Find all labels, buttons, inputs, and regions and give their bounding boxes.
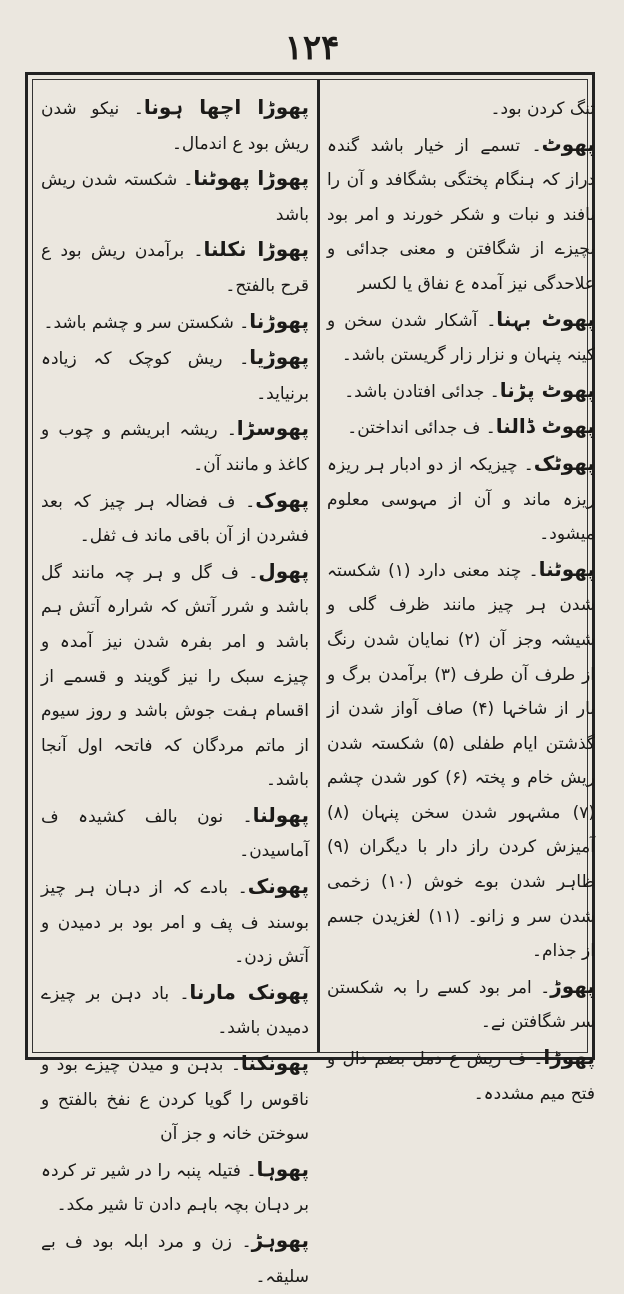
entry-definition: ۔ ف گل و ہر چہ مانند گل باشد و شرر آتش کہ شرارہ آتش ہم باشد و امر بفرہ شدن نیز آمدہ و چیزے سبک را نیز گویند و قسمے از اقسام ہفت جوش باشد و روز سیوم از ماتم مردگان کہ فاتحہ اول آنجا باشد۔ <box>41 562 309 791</box>
dictionary-entry <box>41 411 309 482</box>
entry-headword: پھول <box>258 558 309 583</box>
entry-definition: تنگ کردن بود۔ <box>490 99 595 119</box>
dictionary-entry <box>41 1152 309 1223</box>
dictionary-entry <box>327 373 595 410</box>
entry-definition: ۔ باد دہن بر چیزے دمیدن باشد۔ <box>41 983 309 1039</box>
dictionary-entry <box>41 869 309 975</box>
dictionary-entry <box>327 90 595 127</box>
entry-definition: ۔ چیزیکہ از دو ادبار ہر ریزہ ریزہ ماند و آن از مہوسی معلوم میشود۔ <box>327 454 595 545</box>
entry-definition: ۔ ف ریش ع دمل بضم دال و فتح میم مشددہ۔ <box>327 1049 595 1104</box>
page-number: ۱۲۴ <box>284 28 340 68</box>
entry-definition: ۔ نیکو شدن ریش بود ع اندمال۔ <box>41 99 309 154</box>
dictionary-entry <box>41 232 309 303</box>
dictionary-entry <box>41 483 309 554</box>
dictionary-entry <box>41 554 309 798</box>
entry-definition: ۔ زن و مرد ابلہ بود ف بے سلیقہ۔ <box>41 1232 309 1287</box>
column-divider <box>317 80 320 1052</box>
dictionary-entry <box>327 409 595 446</box>
entry-definition: ۔ تسمے از خیار باشد گندہ دراز کہ ہنگام پختگی بشگافد و آن را بافند و نبات و شکر خورند و امر بود بچیزے از شگافتن و معنی جدائی و علاحدگی نیز آمدہ ع نفاق یا لکسر <box>327 135 595 294</box>
entry-definition: ۔ ریش کوچک کہ زیادہ برنیاید۔ <box>41 349 309 404</box>
entry-headword: پھوڑیا <box>249 345 309 370</box>
entry-definition: ۔ برآمدن ریش بود ع قرح بالفتح۔ <box>41 241 309 296</box>
entry-definition: ۔ شکستہ شدن ریش باشد <box>41 170 309 225</box>
entry-headword: پھوڑ <box>550 973 595 998</box>
entry-headword: پھونک <box>247 874 309 899</box>
entry-headword: پھوہڑ <box>251 1228 309 1252</box>
entry-headword: پھوڑا پھوٹنا <box>193 166 309 191</box>
dictionary-entry <box>41 90 309 161</box>
dictionary-entry <box>41 798 309 869</box>
page-frame-inner <box>32 79 596 1287</box>
entry-headword: پھوٹ پڑنا <box>499 377 595 402</box>
entry-definition: ۔ فتیلہ پنبہ را در شیر تر کردہ بر دہان بچہ باہم دادن تا شیر مکد۔ <box>41 1160 309 1216</box>
dictionary-entry <box>327 1040 595 1111</box>
entry-definition: ۔ شکستن سر و چشم باشد۔ <box>43 312 250 333</box>
entry-definition: ۔ بادے کہ از دہان ہر چیز بوسند ف پف و امر بود بر دمیدن و آتش زدن۔ <box>41 878 309 968</box>
dictionary-entry <box>41 975 309 1046</box>
dictionary-entry <box>327 446 595 552</box>
entry-headword: پھوڑا <box>543 1045 595 1070</box>
entry-headword: پھوڑا نکلنا <box>203 237 309 262</box>
entry-headword: پھونکنا <box>240 1051 309 1076</box>
dictionary-entry <box>41 1223 309 1294</box>
dictionary-entry <box>41 1046 309 1152</box>
entry-headword: پھوٹ بہنا <box>496 306 595 331</box>
entry-definition: ۔ ف جدائی انداختن۔ <box>347 418 496 439</box>
entry-definition: ۔ ریشہ ابریشم و چوب و کاغذ و مانند آن۔ <box>41 420 309 475</box>
entry-definition: ۔ آشکار شدن سخن و کینہ پنہان و نزار زار گریستن باشد۔ <box>327 310 595 366</box>
entry-definition: ۔ بدہن و میدن چیزے بود و ناقوس را گویا کردن ع نفخ بالفتح و سوختن خانہ و جز آن <box>41 1055 309 1145</box>
dictionary-entry <box>41 304 309 341</box>
entry-headword: پھوسڑا <box>236 416 309 441</box>
page-frame <box>25 72 596 1287</box>
dictionary-entry <box>327 552 595 969</box>
entry-headword: پھوڑا اچھا ہونا <box>143 95 310 119</box>
dictionary-entry <box>327 127 595 302</box>
entry-definition: ۔ امر بود کسے را بہ شکستن سر شگافتن نے۔ <box>327 977 595 1033</box>
entry-headword: پھوڑنا <box>249 308 309 333</box>
entry-definition: ۔ نون بالف کشیدہ ف آماسیدن۔ <box>41 806 309 862</box>
entry-headword: پھوٹ <box>541 131 595 156</box>
entry-headword: پھوٹنا <box>538 556 595 581</box>
dictionary-entry <box>41 161 309 232</box>
entry-definition: ۔ چند معنی دارد (۱) شکستہ شدن ہر چیز مانند ظرف گلی و شیشہ وجز آن (۲) نمایان شدن رنگ از طرف آن طرف (۳) برآمدن برگ و بار از شاخہا (۴) صاف آواز شدن از گذشتن ایام طفلی (۵) شکستہ شدن ریش خام و پختہ (۶) کور شدن چشم (۷) مشہور شدن سخن پنہان (۸) آمیزش کردن راز دار با دیگران (۹) ظاہر شدن بوے خوش (۱۰) زخمی شدن سر و زانو۔ (۱۱) لغزیدن جسم از جذام۔ <box>327 560 596 962</box>
entry-headword: پھوک <box>255 487 309 512</box>
entry-headword: پھوٹک <box>533 450 595 475</box>
entry-headword: پھونک مارنا <box>189 979 309 1004</box>
entry-definition: ۔ جدائی افتادن باشد۔ <box>344 381 500 402</box>
entry-headword: پھوہا <box>256 1156 309 1181</box>
dictionary-entry <box>327 969 595 1040</box>
entry-definition: ۔ ف فضالہ ہر چیز کہ بعد فشردن از آن باقی ماند ف ثفل۔ <box>41 491 309 547</box>
entry-headword: پھولنا <box>252 802 309 827</box>
entry-headword: پھوٹ ڈالنا <box>495 414 595 439</box>
dictionary-entry <box>327 302 595 373</box>
dictionary-entry <box>41 340 309 411</box>
right-column <box>327 90 596 1104</box>
left-column <box>41 90 310 1287</box>
